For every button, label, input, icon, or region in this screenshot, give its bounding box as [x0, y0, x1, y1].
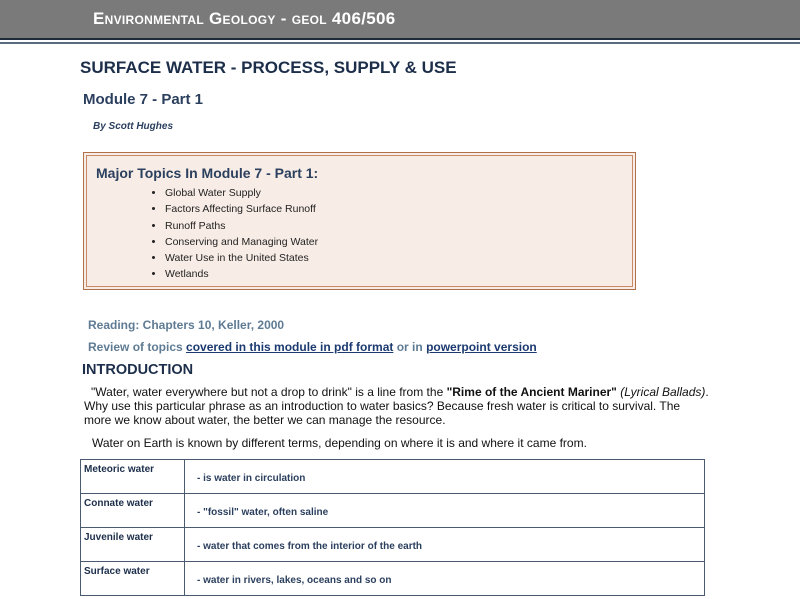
header-divider-lower — [0, 42, 800, 44]
table-row — [81, 562, 705, 596]
table-row — [81, 494, 705, 528]
pdf-link[interactable]: covered in this module in pdf format — [186, 340, 394, 354]
book-title: (Lyrical Ballads) — [620, 385, 706, 399]
topic-item: • Runoff Paths — [165, 218, 318, 234]
definition-cell: - "fossil" water, often saline — [185, 494, 705, 528]
topics-list — [147, 185, 318, 283]
topic-item: • Factors Affecting Surface Runoff — [165, 201, 318, 217]
definition-cell: - is water in circulation — [185, 460, 705, 494]
water-terms-intro: Water on Earth is known by different terms, depending on where it is and where it came from. — [92, 436, 587, 450]
topic-item: • Global Water Supply — [165, 185, 318, 201]
topic-item: • Wetlands — [165, 266, 318, 282]
definition-cell: - water in rivers, lakes, oceans and so on — [185, 562, 705, 596]
page-title: SURFACE WATER - PROCESS, SUPPLY & USE — [80, 58, 457, 77]
term-cell: Meteoric water — [81, 460, 185, 494]
water-terms-table — [80, 459, 705, 596]
introduction-heading: INTRODUCTION — [82, 362, 194, 378]
term-cell: Juvenile water — [81, 528, 185, 562]
term-cell: Connate water — [81, 494, 185, 528]
header-banner — [0, 0, 800, 38]
powerpoint-link[interactable]: powerpoint version — [426, 340, 537, 354]
intro-text: "Water, water everywhere but not a drop to drink" is a line from the — [91, 385, 447, 399]
author-byline: By Scott Hughes — [93, 121, 174, 132]
poem-title: "Rime of the Ancient Mariner" — [446, 385, 617, 399]
review-middle: or in — [393, 340, 427, 354]
topics-box — [83, 152, 636, 290]
table-row — [81, 460, 705, 494]
table-row — [81, 528, 705, 562]
definition-cell: - water that comes from the interior of the earth — [185, 528, 705, 562]
review-line — [88, 340, 537, 354]
topic-item: • Conserving and Managing Water — [165, 234, 318, 250]
module-title: Module 7 - Part 1 — [83, 91, 204, 108]
term-cell: Surface water — [81, 562, 185, 596]
review-prefix: Review of topics — [88, 340, 187, 354]
site-title: Environmental Geology - geol 406/506 — [93, 9, 396, 28]
introduction-paragraph — [84, 385, 709, 427]
topics-heading: Major Topics In Module 7 - Part 1: — [96, 165, 319, 181]
topic-item: • Water Use in the United States — [165, 250, 318, 266]
intro-text-rest: . Why use this particular phrase as an introduction to water basics? Because fresh water is critical to survival. The more we know about water, the better we can manage the resource. — [84, 385, 709, 427]
reading-assignment: Reading: Chapters 10, Keller, 2000 — [88, 318, 285, 332]
